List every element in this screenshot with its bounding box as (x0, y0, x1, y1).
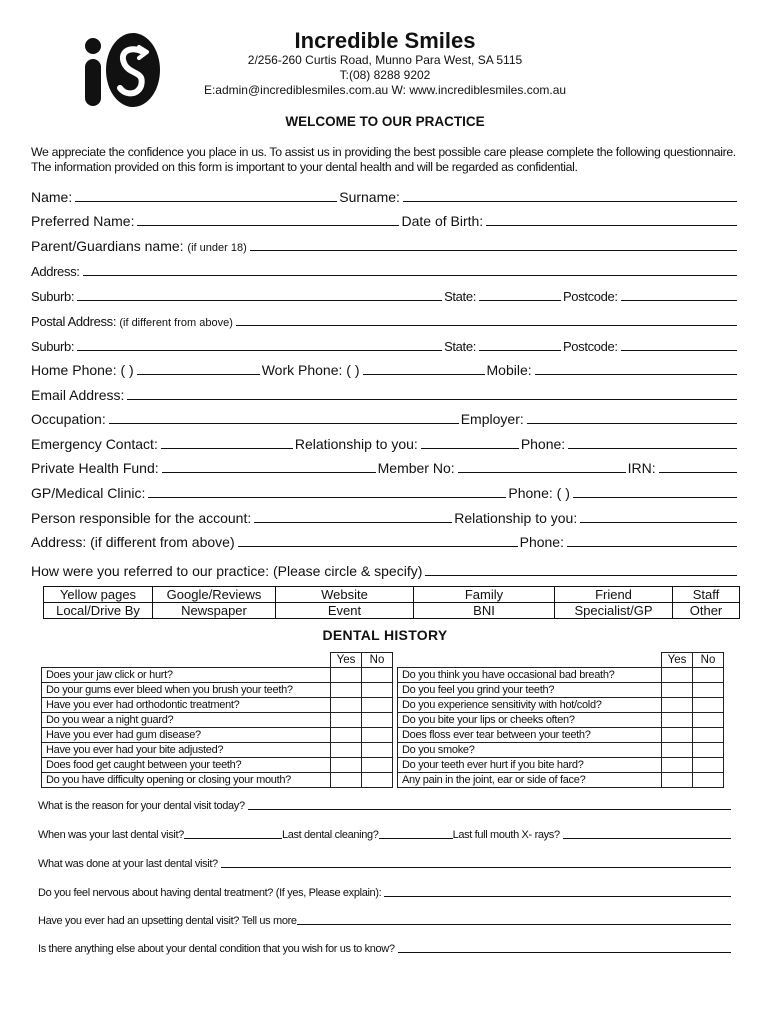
referral-options-table (43, 586, 740, 619)
guardian-note: (if under 18) (187, 242, 247, 254)
yes-checkbox[interactable] (331, 728, 362, 743)
welcome-heading: WELCOME TO OUR PRACTICE (285, 114, 485, 129)
postal-postcode-label: Postcode: (562, 339, 618, 354)
no-checkbox[interactable] (362, 743, 393, 758)
no-checkbox[interactable] (693, 743, 724, 758)
history-question: Do you feel you grind your teeth? (398, 683, 662, 698)
account-relationship-field[interactable] (580, 522, 737, 523)
yes-checkbox[interactable] (331, 743, 362, 758)
referral-option[interactable]: Local/Drive By (44, 603, 153, 619)
yes-header: Yes (331, 653, 362, 668)
table-row (42, 758, 393, 773)
last-done-row (38, 856, 733, 870)
table-row (42, 713, 393, 728)
history-question: Do you experience sensitivity with hot/cold? (398, 698, 662, 713)
member-no-label: Member No: (377, 460, 455, 476)
postcode-label: Postcode: (562, 289, 618, 304)
referral-option[interactable]: Website (276, 587, 414, 603)
home-phone-label: Home Phone: ( ) (31, 362, 134, 378)
yes-checkbox[interactable] (331, 683, 362, 698)
nervous-label: Do you feel nervous about having dental treatment? (If yes, Please explain): (38, 887, 382, 899)
referral-option[interactable]: Friend (555, 587, 673, 603)
irn-label: IRN: (627, 460, 656, 476)
emergency-phone-label: Phone: (520, 436, 566, 452)
no-checkbox[interactable] (693, 728, 724, 743)
dob-label: Date of Birth: (401, 213, 484, 229)
work-phone-label: Work Phone: ( ) (261, 362, 360, 378)
history-question: Have you ever had orthodontic treatment? (42, 698, 331, 713)
preferred-name-row (31, 211, 739, 229)
suburb-label: Suburb: (31, 289, 75, 304)
emergency-row (31, 434, 739, 452)
history-question: Any pain in the joint, ear or side of face? (398, 773, 662, 788)
preferred-name-label: Preferred Name: (31, 213, 135, 229)
account-field[interactable] (254, 522, 452, 523)
history-question: Do you bite your lips or cheeks often? (398, 713, 662, 728)
email-label: Email Address: (31, 387, 125, 403)
dob-field[interactable] (486, 225, 737, 226)
anything-else-row (38, 941, 733, 955)
referral-option[interactable]: Google/Reviews (153, 587, 276, 603)
yes-checkbox[interactable] (662, 728, 693, 743)
state-field[interactable] (479, 300, 561, 301)
account-label: Person responsible for the account: (31, 510, 252, 526)
table-row (398, 668, 724, 683)
table-header-row (42, 653, 393, 668)
history-question: Does your jaw click or hurt? (42, 668, 331, 683)
name-row (31, 187, 739, 205)
guardian-row (31, 236, 739, 254)
table-row (42, 728, 393, 743)
table-row (42, 698, 393, 713)
suburb-field[interactable] (77, 300, 442, 301)
table-row (398, 728, 724, 743)
referral-option[interactable]: Staff (673, 587, 740, 603)
no-checkbox[interactable] (362, 713, 393, 728)
dental-history-left-table (41, 652, 393, 788)
account-relationship-label: Relationship to you: (454, 510, 578, 526)
gp-label: GP/Medical Clinic: (31, 485, 146, 501)
last-visit-label: When was your last dental visit? (38, 829, 184, 841)
mobile-field[interactable] (535, 374, 737, 375)
upsetting-field[interactable] (297, 924, 731, 925)
last-cleaning-label: Last dental cleaning? (281, 829, 379, 841)
intro-paragraph: We appreciate the confidence you place in us. To assist us in providing the best possible care please complete the following questionnaire. The information provided on this form is important to your dental health and will be regarded as confidential. (31, 145, 736, 174)
address-label: Address: (31, 264, 80, 279)
yes-checkbox[interactable] (662, 743, 693, 758)
employer-label: Employer: (460, 411, 524, 427)
emergency-phone-field[interactable] (568, 448, 737, 449)
name-label: Name: (31, 189, 73, 205)
table-row (398, 713, 724, 728)
no-checkbox[interactable] (693, 698, 724, 713)
table-row (42, 668, 393, 683)
guardian-field[interactable] (250, 250, 737, 251)
referral-option[interactable]: Other (673, 603, 740, 619)
referral-options-row (44, 603, 740, 619)
reason-row (38, 798, 733, 812)
practice-contact: E:admin@incrediblesmiles.com.au W: www.incrediblesmiles.com.au (203, 83, 567, 97)
postal-suburb-label: Suburb: (31, 339, 75, 354)
postal-state-label: State: (444, 339, 476, 354)
occupation-field[interactable] (109, 423, 459, 424)
yes-checkbox[interactable] (331, 758, 362, 773)
table-row (42, 743, 393, 758)
history-question: Do you smoke? (398, 743, 662, 758)
suburb-row (31, 286, 739, 304)
no-checkbox[interactable] (362, 758, 393, 773)
history-question: Does food get caught between your teeth? (42, 758, 331, 773)
yes-checkbox[interactable] (662, 773, 693, 788)
no-checkbox[interactable] (693, 668, 724, 683)
address-field[interactable] (83, 275, 737, 276)
reason-label: What is the reason for your dental visit today? (38, 800, 245, 812)
no-checkbox[interactable] (693, 713, 724, 728)
guardian-label: Parent/Guardians name: (31, 238, 184, 254)
health-fund-label: Private Health Fund: (31, 460, 159, 476)
history-question: Do your teeth ever hurt if you bite hard? (398, 758, 662, 773)
no-checkbox[interactable] (362, 773, 393, 788)
address-row (31, 261, 739, 279)
alt-phone-field[interactable] (567, 546, 737, 547)
phone-row (31, 360, 739, 378)
no-header: No (693, 653, 724, 668)
alt-address-field[interactable] (238, 546, 518, 547)
member-no-field[interactable] (458, 472, 626, 473)
reason-field[interactable] (248, 809, 731, 810)
emergency-label: Emergency Contact: (31, 436, 158, 452)
yes-checkbox[interactable] (662, 668, 693, 683)
work-phone-field[interactable] (363, 374, 485, 375)
referral-option[interactable]: Event (276, 603, 414, 619)
yes-checkbox[interactable] (662, 758, 693, 773)
yes-checkbox[interactable] (331, 713, 362, 728)
postal-suburb-row (31, 336, 739, 354)
referral-option[interactable]: Yellow pages (44, 587, 153, 603)
referral-row (31, 561, 739, 579)
irn-field[interactable] (659, 472, 737, 473)
home-phone-field[interactable] (137, 374, 260, 375)
alt-address-label: Address: (if different from above) (31, 534, 235, 550)
table-header-row (398, 653, 724, 668)
surname-label: Surname: (339, 189, 400, 205)
employer-field[interactable] (527, 423, 737, 424)
emergency-field[interactable] (161, 448, 293, 449)
yes-checkbox[interactable] (331, 668, 362, 683)
emergency-relationship-field[interactable] (421, 448, 519, 449)
no-checkbox[interactable] (693, 683, 724, 698)
referral-option[interactable]: BNI (414, 603, 555, 619)
yes-header: Yes (662, 653, 693, 668)
table-row (42, 773, 393, 788)
last-xray-field[interactable] (563, 838, 731, 839)
referral-option[interactable]: Specialist/GP (555, 603, 673, 619)
table-row (398, 773, 724, 788)
anything-else-field[interactable] (398, 952, 731, 953)
no-checkbox[interactable] (693, 758, 724, 773)
occupation-label: Occupation: (31, 411, 106, 427)
anything-else-label: Is there anything else about your dental condition that you wish for us to know? (38, 943, 395, 955)
health-fund-field[interactable] (162, 472, 376, 473)
postal-postcode-field[interactable] (621, 350, 737, 351)
mobile-label: Mobile: (486, 362, 532, 378)
yes-checkbox[interactable] (662, 698, 693, 713)
gp-phone-field[interactable] (573, 497, 737, 498)
referral-label: How were you referred to our practice: (Please circle & specify) (31, 563, 423, 579)
practice-address: 2/256-260 Curtis Road, Munno Para West, SA 5115 (247, 53, 523, 67)
header-blank (42, 653, 331, 668)
dental-history-right-table (397, 652, 724, 788)
yes-checkbox[interactable] (662, 683, 693, 698)
dental-history-title: DENTAL HISTORY (322, 627, 448, 643)
practice-name: Incredible Smiles (294, 28, 476, 53)
no-checkbox[interactable] (362, 698, 393, 713)
emergency-relationship-label: Relationship to you: (294, 436, 418, 452)
practice-phone: T:(08) 8288 9202 (339, 68, 431, 82)
postal-state-field[interactable] (479, 350, 561, 351)
table-row (398, 743, 724, 758)
history-question: Have you ever had gum disease? (42, 728, 331, 743)
last-visit-row (38, 827, 733, 841)
state-label: State: (444, 289, 476, 304)
gp-row (31, 483, 739, 501)
postal-field[interactable] (236, 325, 737, 326)
gp-phone-label: Phone: ( ) (508, 485, 570, 501)
table-row (398, 698, 724, 713)
history-question: Do your gums ever bleed when you brush your teeth? (42, 683, 331, 698)
practice-logo (74, 30, 164, 110)
postal-suburb-field[interactable] (77, 350, 442, 351)
history-question: Do you wear a night guard? (42, 713, 331, 728)
no-checkbox[interactable] (362, 728, 393, 743)
history-question: Have you ever had your bite adjusted? (42, 743, 331, 758)
health-fund-row (31, 458, 739, 476)
table-row (398, 683, 724, 698)
history-question: Do you think you have occasional bad breath? (398, 668, 662, 683)
referral-field[interactable] (425, 575, 737, 576)
no-header: No (362, 653, 393, 668)
no-checkbox[interactable] (362, 668, 393, 683)
no-checkbox[interactable] (693, 773, 724, 788)
name-field[interactable] (75, 201, 337, 202)
last-cleaning-field[interactable] (379, 838, 453, 839)
yes-checkbox[interactable] (331, 773, 362, 788)
occupation-row (31, 409, 739, 427)
nervous-field[interactable] (384, 896, 731, 897)
preferred-name-field[interactable] (137, 225, 399, 226)
yes-checkbox[interactable] (662, 713, 693, 728)
table-row (398, 758, 724, 773)
yes-checkbox[interactable] (331, 698, 362, 713)
alt-address-row (31, 532, 739, 550)
last-done-label: What was done at your last dental visit? (38, 858, 218, 870)
upsetting-label: Have you ever had an upsetting dental visit? Tell us more (38, 915, 297, 927)
last-xray-label: Last full mouth X- rays? (452, 829, 560, 841)
history-question: Does floss ever tear between your teeth? (398, 728, 662, 743)
nervous-row (38, 885, 733, 899)
no-checkbox[interactable] (362, 683, 393, 698)
upsetting-row (38, 913, 733, 927)
last-done-field[interactable] (221, 867, 731, 868)
postal-note: (if different from above) (119, 317, 233, 329)
postcode-field[interactable] (621, 300, 737, 301)
history-question: Do you have difficulty opening or closing your mouth? (42, 773, 331, 788)
surname-field[interactable] (403, 201, 737, 202)
postal-row (31, 311, 739, 329)
last-visit-field[interactable] (184, 838, 282, 839)
referral-option[interactable]: Newspaper (153, 603, 276, 619)
email-row (31, 385, 739, 403)
table-row (42, 683, 393, 698)
referral-options-row (44, 587, 740, 603)
email-field[interactable] (127, 399, 737, 400)
account-row (31, 508, 739, 526)
gp-field[interactable] (148, 497, 506, 498)
alt-phone-label: Phone: (519, 534, 564, 550)
postal-label: Postal Address: (31, 314, 117, 329)
header-blank (398, 653, 662, 668)
referral-option[interactable]: Family (414, 587, 555, 603)
